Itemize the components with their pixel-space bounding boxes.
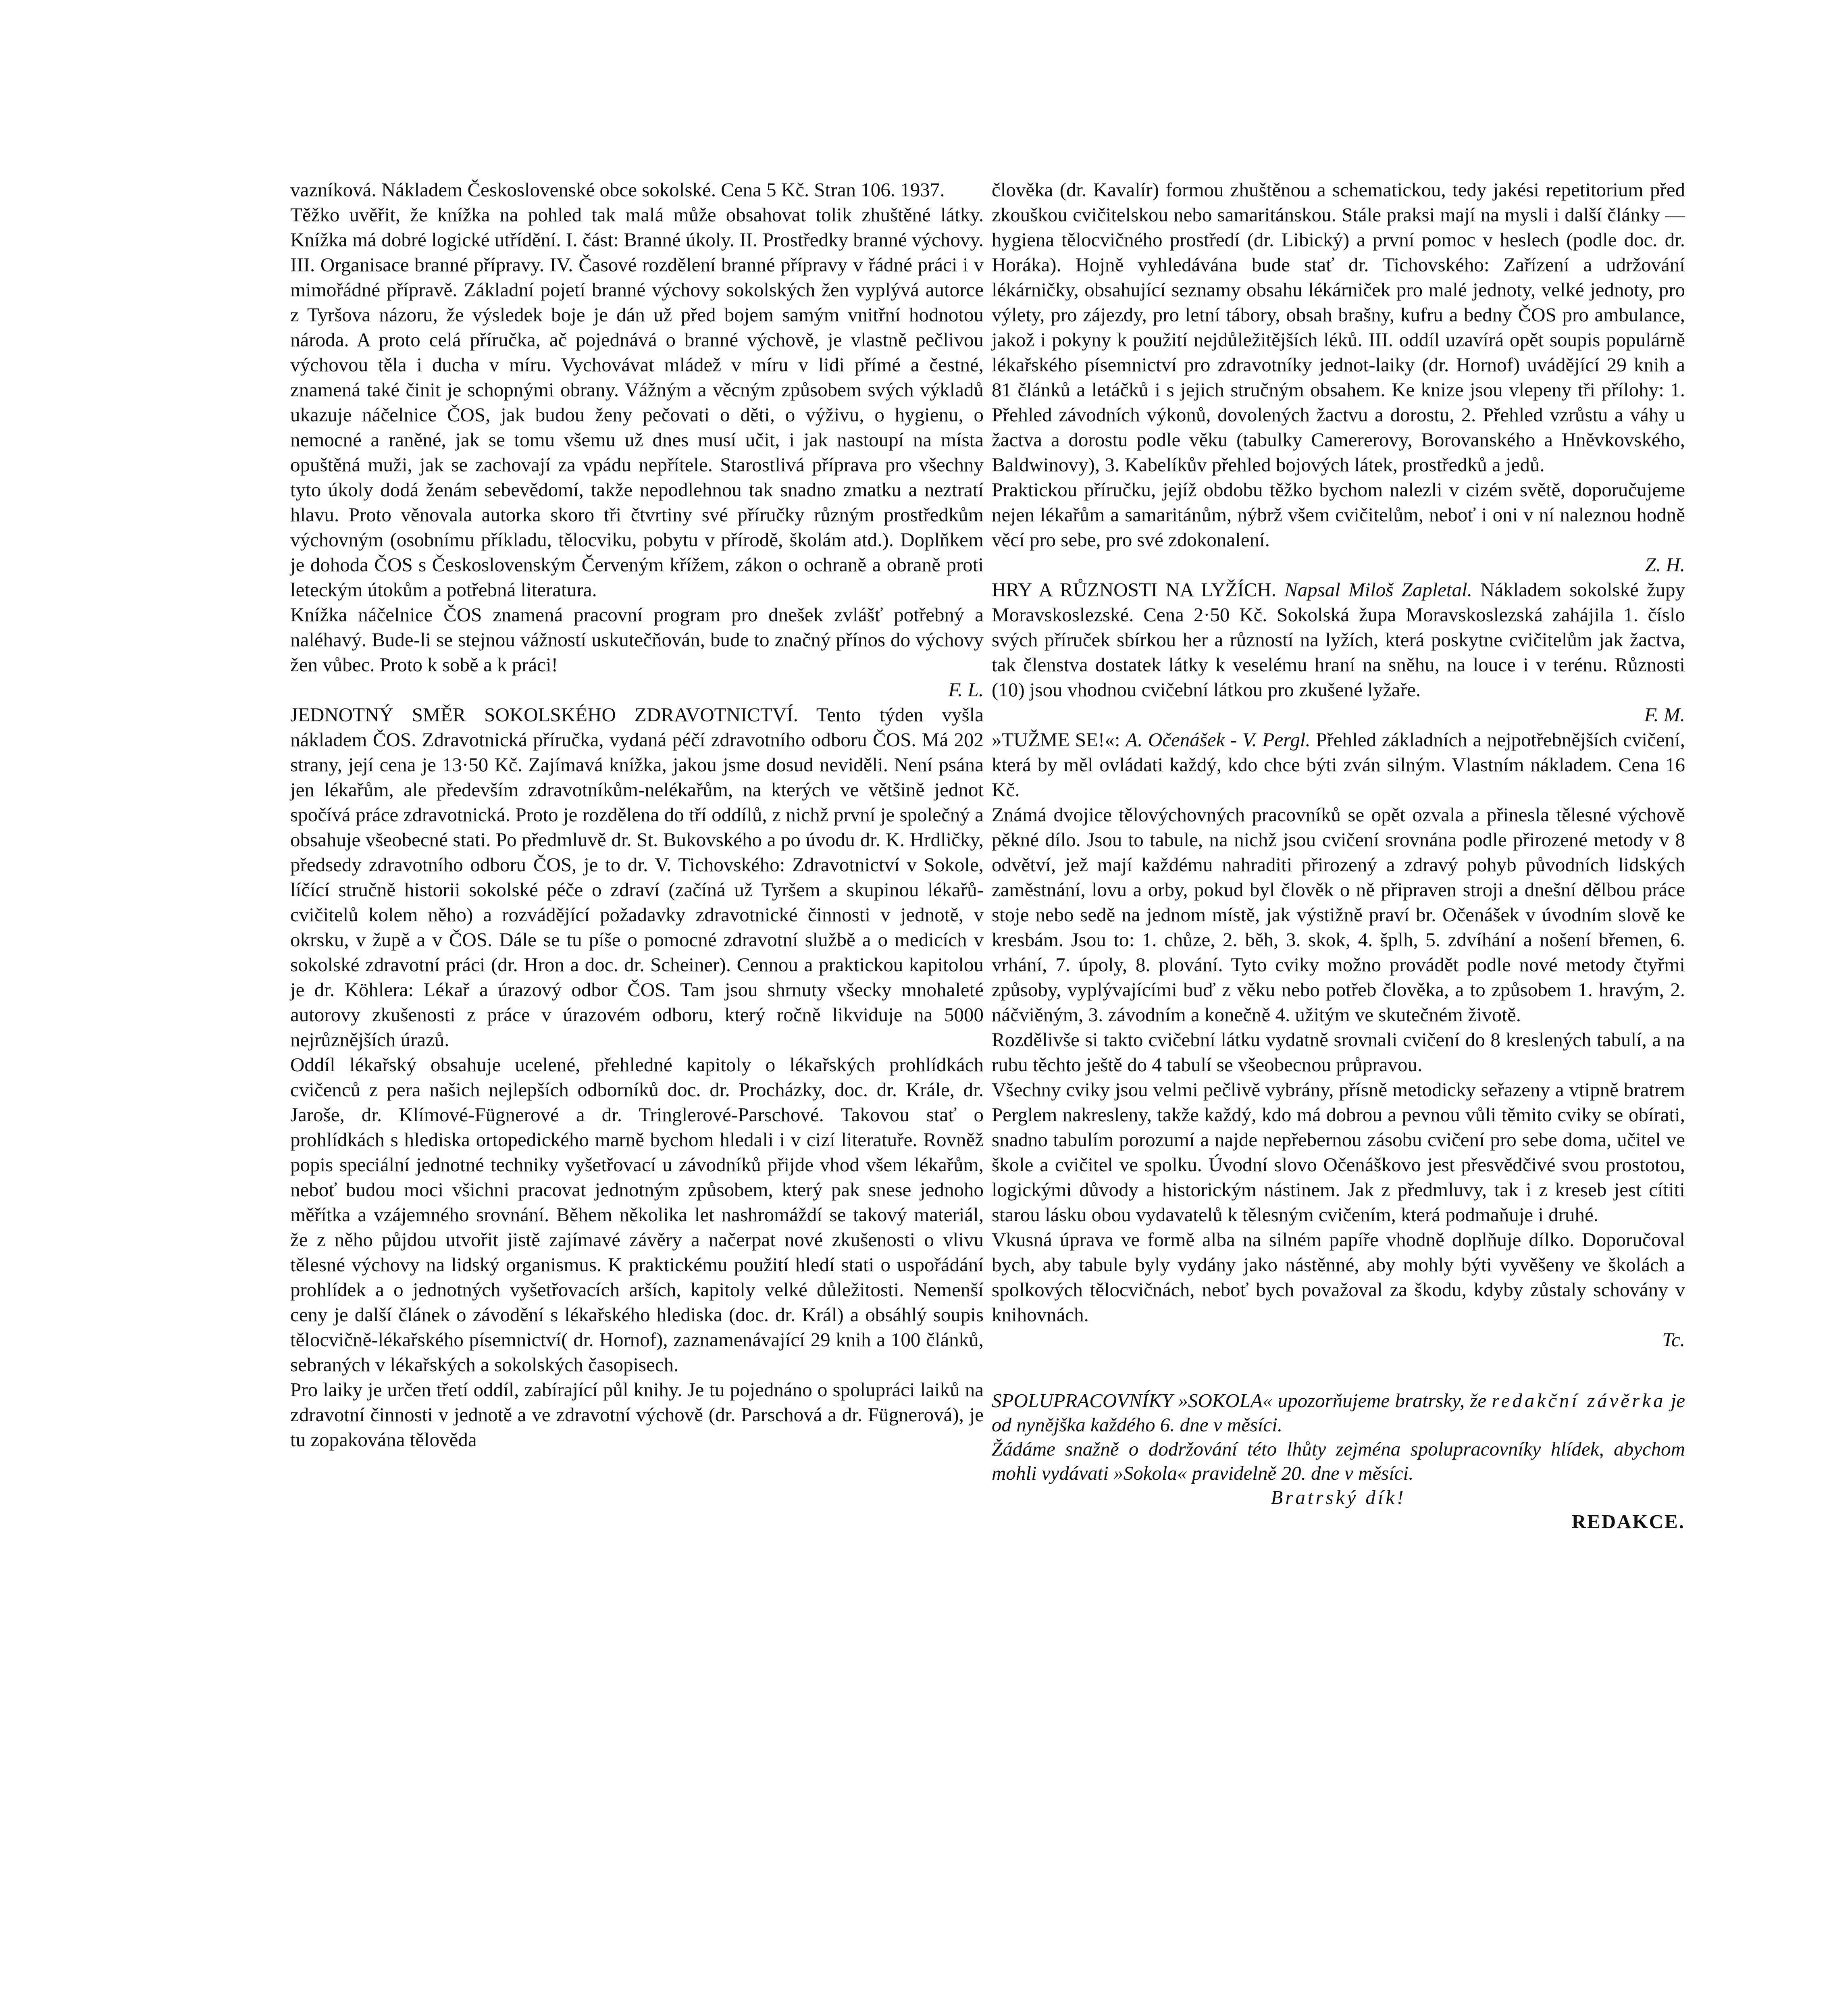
editorial-notice bbox=[992, 1389, 1685, 1534]
review-paragraph bbox=[992, 727, 1685, 802]
review-signature: F. M. bbox=[1644, 704, 1685, 726]
notice-signature: REDAKCE. bbox=[1571, 1510, 1685, 1533]
review-signature: F. L. bbox=[948, 679, 984, 701]
notice-text: upozorňujeme bratrsky, že bbox=[1278, 1389, 1487, 1412]
article-paragraph: Pro laiky je určen třetí oddíl, zabírající půl knihy. Je tu pojednáno o spolupráci laiků na zdravotní činnosti v jednotě a ve zdravotní výchově (dr. Parschová a dr. Fügnerová), je tu zopakována tělověda bbox=[290, 1379, 984, 1451]
review-paragraph: Známá dvojice tělovýchovných pracovníků se opět ozvala a přinesla tělesné výchově pěkné dílo. Jsou to tabule, na nichž jsou cvičení srovnána podle přirozené metody v 8 odvětví, jež mají každému nahraditi přirozený a zdravý pohyb původních lidských zaměstnání, lovu a orby, pokud byl člověk o ně připraven stroji a dnešní dělbou práce stoje nebo sedě na jednom místě, jak výstižně praví br. Očenášek v úvodním slově ke kresbám. Jsou to: 1. chůze, 2. běh, 3. skok, 4. šplh, 5. zdvíhání a nošení břemen, 6. vrhání, 7. úpoly, 8. plování. Tyto cviky možno provádět podle nové metody čtyřmi způsoby, vyplývajícími buď z věku nebo potřeb člověka, a to způsobem 1. hravým, 2. náčviěným, 3. závodním a konečně 4. užitým ve skutečném životě. bbox=[992, 804, 1685, 1026]
review-text: Nákladem sokolské župy Moravskoslezské. Cena 2·50 Kč. Sokolská župa Moravskoslezská zahájila 1. číslo svých příruček sbírkou her a růzností na lyžích, která poskytne cvičitelům jak žactva, tak členstva dostatek látky k veselému hraní na sněhu, na louce i v terénu. Různosti (10) jsou vhodnou cvičební látkou pro zkušené lyžaře. bbox=[992, 579, 1685, 701]
review-heading: HRY A RŮZNOSTI NA LYŽÍCH. bbox=[992, 579, 1277, 601]
notice-line bbox=[992, 1389, 1685, 1437]
review-conclusion-paragraph: Knížka náčelnice ČOS znamená pracovní program pro dnešek zvlášť potřebný a naléhavý. Bude-li se stejnou vážností uskutečňován, bude to značný přínos do výchovy žen vůbec. Proto k sobě a k práci! bbox=[290, 604, 984, 676]
notice-line: Žádáme snažně o dodržování této lhůty zejména spolupracovníky hlídek, abychom mohli vydávati »Sokola« pravidelně 20. dne v měsíci. bbox=[992, 1438, 1685, 1484]
left-column bbox=[290, 177, 984, 1452]
article-paragraph: člověka (dr. Kavalír) formou zhuštěnou a schematickou, tedy jakési repetitorium před zkouškou cvičitelskou nebo samaritánskou. Stále praksi mají na mysli i další články — hygiena tělocvičného prostředí (dr. Libický) a první pomoc v heslech (podle doc. dr. Horáka). Hojně vyhledávána bude stať dr. Tichovského: Zařízení a udržování lékárničky, obsahující seznamy obsahu lékárniček pro malé jednoty, velké jednoty, pro výlety, pro zájezdy, pro letní tábory, obsah brašny, kufru a bedny ČOS pro ambulance, jakož i pokyny k použití nejdůležitějších léků. III. oddíl uzavírá opět soupis populárně lékařského písemnictví pro zdravotníky jednot-laiky (dr. Hornof) uvádějící 29 knih a 81 článků a letáčků i s jejich stručným obsahem. Ke knize jsou vlepeny tři přílohy: 1. Přehled závodních výkonů, dovolených žactvu a dorostu, 2. Přehled vzrůstu a váhy u žactva a dorostu podle věku (tabulky Camererovy, Borovanského a Hněvkovského, Baldwinovy), 3. Kabelíkův přehled bojových látek, prostředků a jedů. bbox=[992, 179, 1685, 476]
review-text: Přehled základních a nejpotřebnějších cvičení, která by měl ovládati každý, kdo chce býti zván silným. Vlastním nákladem. Cena 16 Kč. bbox=[992, 729, 1685, 801]
review-intro-paragraph: vazníková. Nákladem Československé obce sokolské. Cena 5 Kč. Stran 106. 1937. bbox=[290, 179, 945, 201]
notice-text: je od nynějška každého 6. dne v měsíci. bbox=[992, 1389, 1685, 1436]
review-paragraph: Všechny cviky jsou velmi pečlivě vybrány, přísně metodicky seřazeny a vtipně bratrem Perglem nakresleny, takže každý, kdo má dobrou a pevnou vůli těmito cviky se obírati, snadno tabulím porozumí a najde nepřebernou zásobu cvičení pro sebe doma, učitel ve škole a cvičitel ve spolku. Úvodní slovo Očenáškovo jest přesvědčivé svou prostotou, logickými důvody a historickým nástinem. Jak z předmluvy, tak i z kreseb jest cítiti starou lásku obou vydavatelů k tělesným cvičením, která podmaňuje i druhé. bbox=[992, 1079, 1685, 1226]
review-paragraph bbox=[992, 577, 1685, 702]
right-column bbox=[992, 177, 1685, 1534]
notice-deadline: redakční závěrka bbox=[1492, 1389, 1666, 1412]
article-signature: Z. H. bbox=[1645, 554, 1685, 576]
review-paragraph: Vkusná úprava ve formě alba na silném papíře vhodně doplňuje dílko. Doporučoval bych, aby tabule byly vydány jako nástěnné, aby mohly býti vyvěšeny ve školách a spolkových tělocvičnách, neboť bych považoval za škodu, kdyby zůstaly schovány v knihovnách. bbox=[992, 1229, 1685, 1326]
review-body-paragraph: Těžko uvěřit, že knížka na pohled tak malá může obsahovat tolik zhuštěné látky. Knížka má dobré logické utřídění. I. část: Branné úkoly. II. Prostředky branné výchovy. III. Organisace branné přípravy. IV. Časové rozdělení branné přípravy v řádné práci i v mimořádné přípravě. Základní pojetí branné výchovy sokolských žen vyplývá autorce z Tyršova názoru, že výsledek boje je dán už před bojem samým vnitřní hodnotou národa. A proto celá příručka, ač pojednává o branné výchově, je vlastně pečlivou výchovou těla i ducha v míru. Vychovávat mládež v míru v lidi přímé a čestné, znamená také činit je schopnými obrany. Vážným a věcným způsobem svých výkladů ukazuje náčelnice ČOS, jak budou ženy pečovati o děti, o výživu, o hygienu, o nemocné a raněné, jak se tomu všemu už dnes musí učit, i jak nastoupí na místa opuštěná muži, jak se zachovají za vpádu nepřítele. Starostlivá příprava pro všechny tyto úkoly dodá ženám sebevědomí, takže nepodlehnou tak snadno zmatku a neztratí hlavu. Proto věnovala autorka skoro tři čtvrtiny své příručky různým prostředkům výchovným (osobnímu příkladu, tělocviku, pobytu v přírodě, školám atd.). Doplňkem je dohoda ČOS s Československým Červeným křížem, zákon o ochraně a obraně proti leteckým útokům a potřebná literatura. bbox=[290, 204, 984, 601]
article-paragraph bbox=[290, 702, 984, 1052]
review-paragraph: Rozdělivše si takto cvičební látku vydatně srovnali cvičení do 8 kreslených tabulí, a na rubu těchto ještě do 4 tabulí se všeobecnou průpravou. bbox=[992, 1029, 1685, 1076]
article-paragraph: Oddíl lékařský obsahuje ucelené, přehledné kapitoly o lékařských prohlídkách cvičenců z pera našich nejlepších odborníků doc. dr. Procházky, doc. dr. Krále, dr. Jaroše, dr. Klímové-Fügnerové a dr. Tringlerové-Parschové. Takovou stať o prohlídkách s hlediska ortopedického marně bychom hledali i v cizí literatuře. Rovněž popis speciální jednotné techniky vyšetřovací u závodníků přijde vhod všem lékařům, neboť budou moci všichni pracovat jednotným způsobem, který pak snese jednoho měřítka a vzájemného srovnání. Během několika let nashromáždí se takový materiál, že z něho půjdou utvořit jistě zajímavé závěry a načerpat nové zkušenosti o vlivu tělesné výchovy na lidský organismus. K praktickému použití hledí stati o uspořádání prohlídek a o jednotných vyšetřovacích arších, kapitoly velké důležitosti. Nemenší ceny je další článek o závodění s lékařského hlediska (doc. dr. Král) a obsáhlý soupis tělocvičně-lékařského písemnictví( dr. Hornof), zaznamenávající 29 knih a 100 článků, sebraných v lékařských a sokolských časopisech. bbox=[290, 1054, 984, 1376]
article-paragraph: Praktickou příručku, jejíž obdobu těžko bychom nalezli v cizém světě, doporučujeme nejen lékařům a samaritánům, nýbrž všem cvičitelům, neboť i oni v ní naleznou hodně věcí pro sebe, pro své zdokonalení. bbox=[992, 479, 1685, 551]
review-signature: Tc. bbox=[1662, 1329, 1685, 1351]
notice-thanks: Bratrský dík! bbox=[1271, 1486, 1406, 1508]
review-author: A. Očenášek - V. Pergl. bbox=[1126, 729, 1311, 751]
review-author: Napsal Miloš Zapletal. bbox=[1284, 579, 1473, 601]
review-heading: »TUŽME SE!«: bbox=[992, 729, 1120, 751]
article-heading: JEDNOTNÝ SMĚR SOKOLSKÉHO ZDRAVOTNICTVÍ. bbox=[290, 704, 798, 726]
article-text: Tento týden vyšla nákladem ČOS. Zdravotnická příručka, vydaná péčí zdravotního odboru ČOS. Má 202 strany, její cena je 13·50 Kč. Zajímavá knížka, jakou jsme dosud neviděli. Není psána jen lékařům, ale především zdravotníkům-nelékařům, na kterých ve většině jednot spočívá práce zdravotnická. Proto je rozdělena do tří oddílů, z nichž první je společný a obsahuje všeobecné stati. Po předmluvě dr. St. Bukovského a po úvodu dr. K. Hrdličky, předsedy zdravotního odboru ČOS, je to dr. V. Tichovského: Zdravotnictví v Sokole, líčící stručně historii sokolské péče o zdraví (začíná už Tyršem a skupinou lékařů-cvičitelů kolem něho) a rozvádějící požadavky zdravotnické činnosti v jednotě, v okrsku, v župě a v ČOS. Dále se tu píše o pomocné zdravotní službě a o medicích v sokolské zdravotní práci (dr. Hron a doc. dr. Scheiner). Cennou a praktickou kapitolou je dr. Köhlera: Lékař a úrazový odbor ČOS. Tam jsou shrnuty všecky mnohaleté autorovy zkušenosti z práce v úrazovém odboru, který ročně likviduje na 5000 nejrůznějších úrazů. bbox=[290, 704, 984, 1051]
notice-heading: SPOLUPRACOVNÍKY »SOKOLA« bbox=[992, 1389, 1273, 1412]
